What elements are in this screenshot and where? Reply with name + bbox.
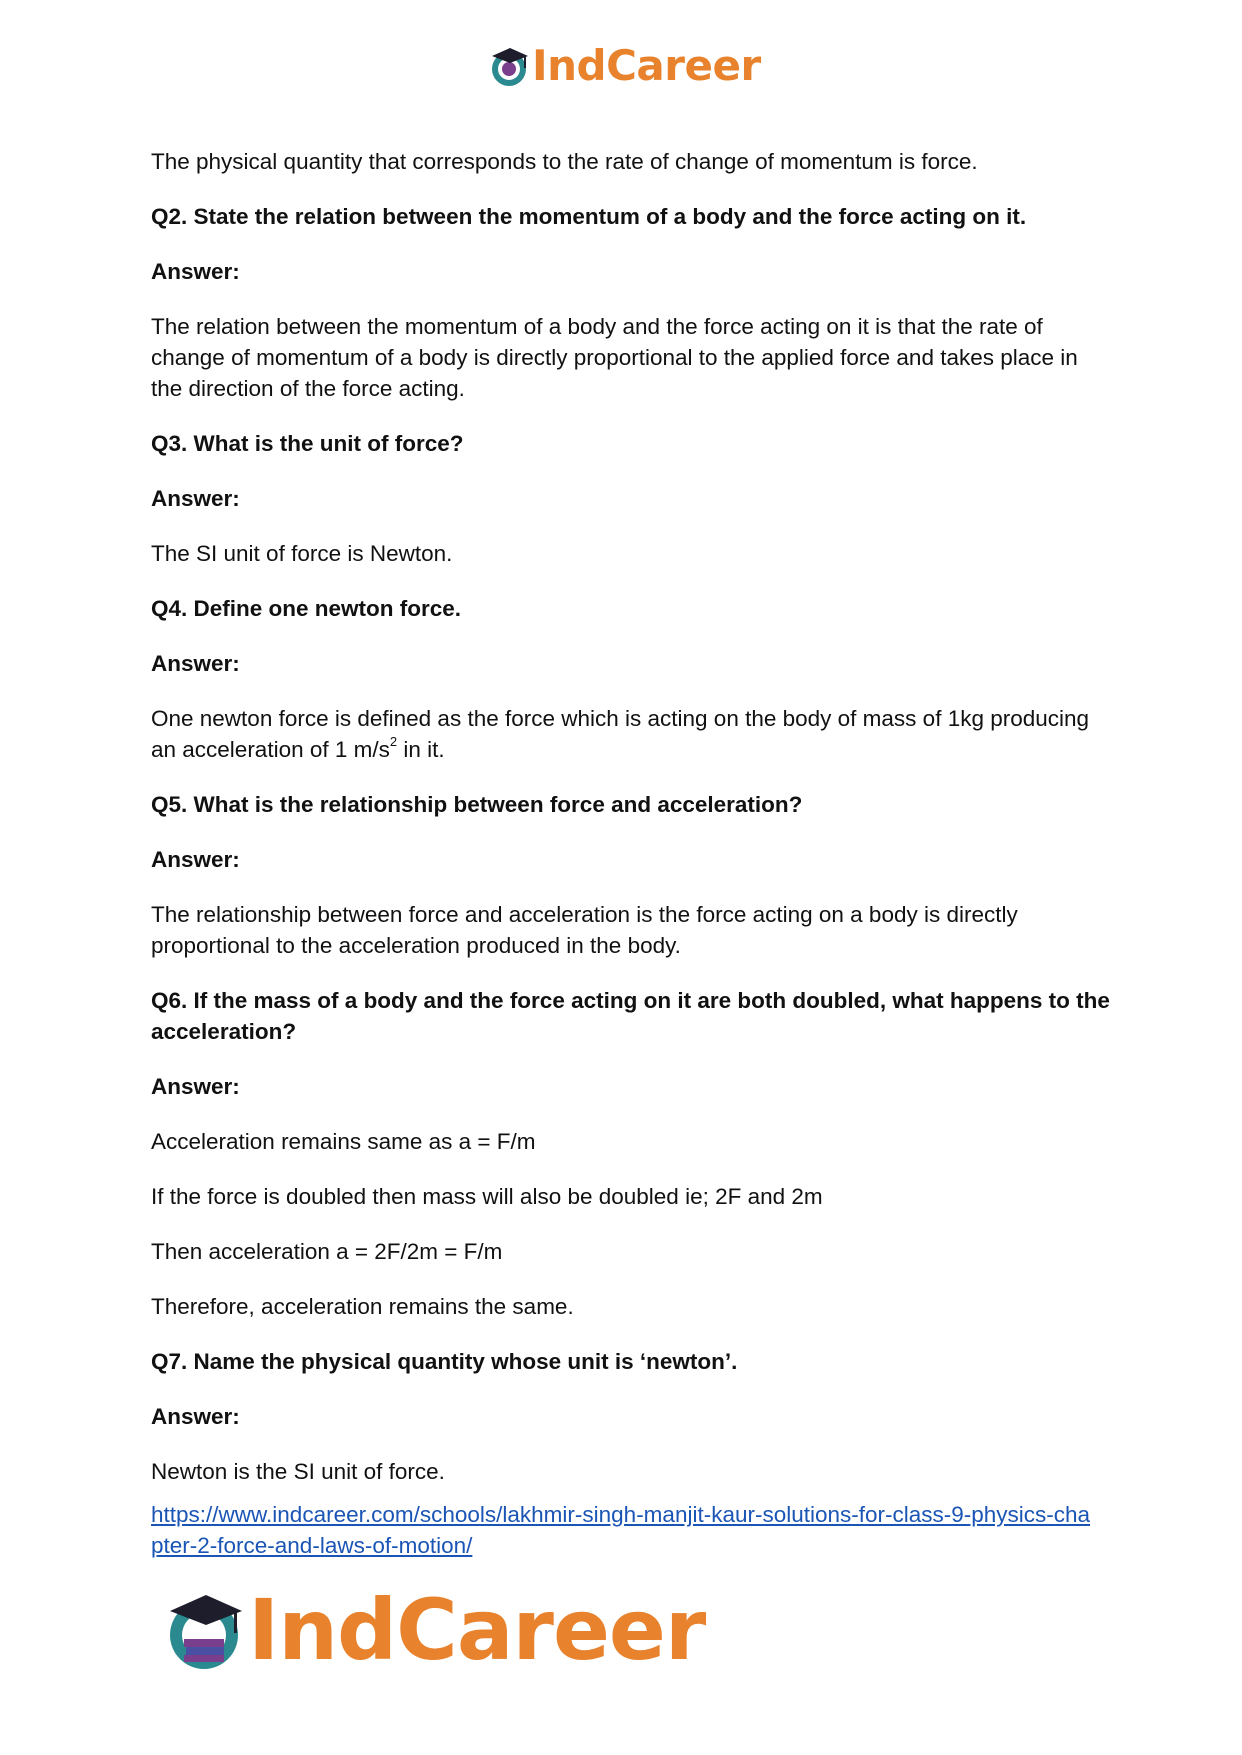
answer-label: Answer: <box>151 1404 240 1429</box>
source-link[interactable]: https://www.indcareer.com/schools/lakhmir-singh-manjit-kaur-solutions-for-class-9-physics-chapter-2-force-and-laws-of-motion/ <box>151 1502 1091 1558</box>
answer-text: Therefore, acceleration remains the same. <box>151 1294 574 1319</box>
answer-text <box>151 703 1111 765</box>
superscript: 2 <box>389 733 398 749</box>
answer-label: Answer: <box>151 651 240 676</box>
answer-label: Answer: <box>151 847 240 872</box>
graduation-cap-globe-icon <box>488 44 532 88</box>
logo-text: IndCareer <box>248 1581 706 1679</box>
header-logo <box>488 40 761 92</box>
answer-text: Then acceleration a = 2F/2m = F/m <box>151 1239 503 1264</box>
answer-text: Acceleration remains same as a = F/m <box>151 1129 536 1154</box>
question-5: Q5. What is the relationship between force and acceleration? <box>151 792 803 817</box>
answer-text: The relationship between force and acceleration is the force acting on a body is directly proportional to the acceleration produced in the body. <box>151 902 1018 958</box>
question-2: Q2. State the relation between the momentum of a body and the force acting on it. <box>151 204 1027 229</box>
answer-text: The SI unit of force is Newton. <box>151 541 453 566</box>
answer-label: Answer: <box>151 259 240 284</box>
answer-text: The physical quantity that corresponds to the rate of change of momentum is force. <box>151 149 978 174</box>
question-7: Q7. Name the physical quantity whose unit is ‘newton’. <box>151 1349 738 1374</box>
graduation-cap-books-icon <box>162 1587 248 1673</box>
answer-text: The relation between the momentum of a body and the force acting on it is that the rate of change of momentum of a body is directly proportional to the applied force and takes place in the direction of the force acting. <box>151 314 1078 401</box>
answer-text: Newton is the SI unit of force. <box>151 1459 445 1484</box>
logo-text: IndCareer <box>532 41 761 90</box>
answer-text-part: One newton force is defined as the force which is acting on the body of mass of 1kg producing an acceleration of 1 m/s <box>151 706 1090 762</box>
answer-label: Answer: <box>151 1074 240 1099</box>
document-body <box>151 146 1111 1561</box>
answer-text: If the force is doubled then mass will also be doubled ie; 2F and 2m <box>151 1184 823 1209</box>
footer-logo <box>162 1581 706 1679</box>
question-4: Q4. Define one newton force. <box>151 596 462 621</box>
answer-text-part: in it. <box>397 737 445 762</box>
answer-label: Answer: <box>151 486 240 511</box>
question-3: Q3. What is the unit of force? <box>151 431 464 456</box>
question-6: Q6. If the mass of a body and the force acting on it are both doubled, what happens to the acceleration? <box>151 988 1110 1044</box>
